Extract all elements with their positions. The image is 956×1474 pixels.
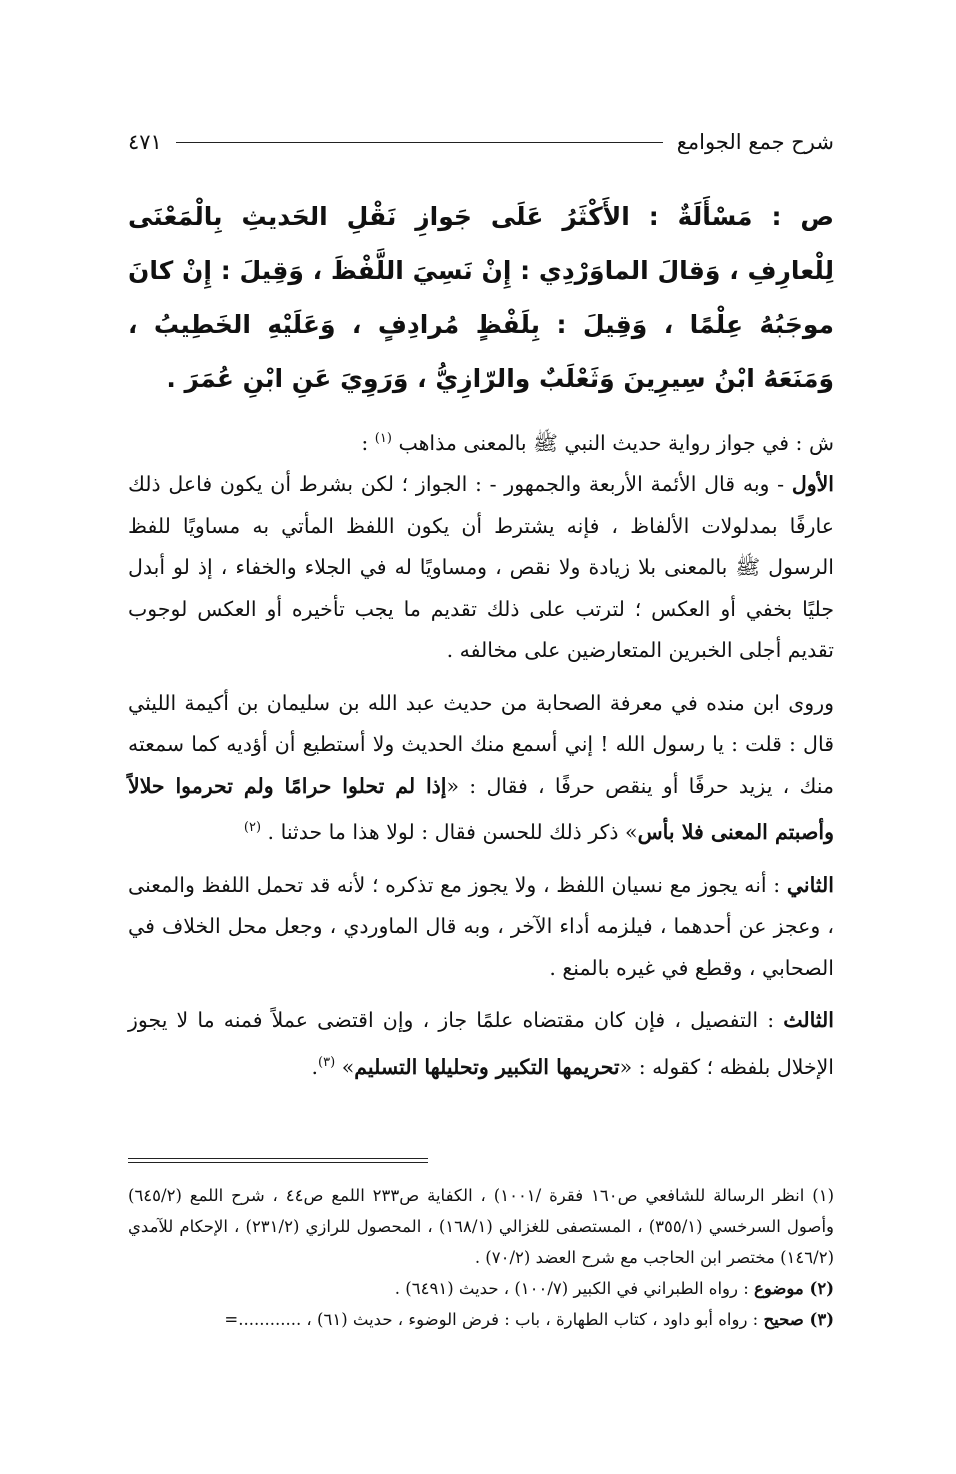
paragraph-first-opinion: الأول - وبه قال الأئمة الأربعة والجمهور - : الجواز ؛ لكن بشرط أن يكون فاعل ذلك عارفًا بمدلولات الألفاظ ، فإنه يشترط أن يكون اللفظ المأتي به مساويًا للفظ الرسول ﷺ بالمعنى بلا زيادة ولا نقص ، ومساويًا له في الجلاء والخفاء ، إذ لو أبدل جليًا بخفي أو العكس ؛ لترتب على ذلك تقديم ما يجب تأخيره أو العكس لوجوب تقديم أجلى الخبرين المتعارضين على مخالفه . xyxy=(128,472,834,663)
opinion-heading: الثالث xyxy=(783,1008,834,1033)
paragraph-third-opinion: الثالث : التفصيل ، فإن كان مقتضاه علمًا جاز ، وإن اقتضى عملاً فمنه ما لا يجوز الإخلال بلفظه ؛ كقوله : «تحريمها التكبير وتحليلها التسليم» $^{(٣)}$. xyxy=(128,1008,834,1079)
paragraph-second-opinion: الثاني : أنه يجوز مع نسيان اللفظ ، ولا يجوز مع تذكره ؛ لأنه قد تحمل اللفظ والمعنى ، وعجز عن أحدهما ، فيلزمه أداء الآخر ، وبه قال الماوردي ، وجعل محل الخلاف في الصحابي ، وقطع في غيره بالمنع . xyxy=(128,872,834,980)
matn-text: ص : مَسْأَلَةٌ : الأَكْثَرُ عَلَى جَوازِ نَقْلِ الحَديثِ بِالْمَعْنَى لِلْعارِفِ ، وَقالَ الماوَرْدِي : إِنْ نَسِيَ اللَّفْظَ ، وَقِيلَ : إِنْ كانَ موجَبُهُ عِلْمًا ، وَقِيلَ : بِلَفْظٍ مُرادِفٍ ، وَعَلَيْهِ الخَطِيبُ ، وَمَنَعَهُ ابْنُ سِيرِينَ وَثَعْلَبٌ والرّازِيُّ ، وَرَوِيَ عَنِ ابْنِ عُمَرَ . xyxy=(128,202,834,393)
header-rule xyxy=(176,142,663,143)
commentary xyxy=(128,418,834,1088)
footnote-1: (١) انظر الرسالة للشافعي ص١٦٠ فقرة /١٠٠١) ، الكفاية ص٢٣٣ اللمع ص٤٤ ، شرح اللمع (٦٤٥/٢) وأصول السرخسي (٣٥٥/١) ، المستصفى للغزالي (١٦٨/١) ، المحصول للرازي (٢٣١/٢) ، الإحكام للآمدي (١٤٦/٢) مختصر ابن الحاجب مع شرح العضد (٧٠/٢) . xyxy=(128,1186,834,1267)
footnote-divider xyxy=(128,1158,428,1163)
footnote-ref-1[interactable]: (١) xyxy=(374,431,392,446)
book-title: شرح جمع الجوامع xyxy=(676,130,834,154)
paragraph-hadith-report: وروى ابن منده في معرفة الصحابة من حديث عبد الله بن سليمان بن أكيمة الليثي قال : قلت : يا رسول الله ! إني أسمع منك الحديث ولا أستطيع أن أؤديه كما سمعته منك ، يزيد حرفًا أو ينقص حرفًا ، فقال : «إذا لم تحلوا حرامًا ولم تحرموا حلالاً وأصبتم المعنى فلا بأس» ذكر ذلك للحسن فقال : لولا هذا ما حدثنا . $^{(٢)}$ xyxy=(128,690,834,845)
footnote-ref-3[interactable]: (٣) xyxy=(318,1054,336,1070)
hadith-quote: تحريمها التكبير وتحليلها التسليم xyxy=(354,1054,620,1079)
page-number: ٤٧١ xyxy=(128,130,162,154)
opinion-heading: الأول xyxy=(791,472,834,497)
opinion-heading: الثاني xyxy=(786,872,834,897)
footnote-2: (٢) موضوع : رواه الطبراني في الكبير (١٠٠/٧) ، حديث (٦٤٩١) . xyxy=(394,1279,834,1298)
footnote-ref-2[interactable]: (٢) xyxy=(243,820,262,836)
hadith-quote: إذا لم تحلوا حرامًا ولم تحرموا حلالاً وأصبتم المعنى فلا بأس xyxy=(128,773,834,845)
footnotes xyxy=(128,1180,834,1335)
running-header xyxy=(128,122,834,162)
commentary-intro: ش : في جواز رواية حديث النبي ﷺ بالمعنى مذاهب $^{(١)}$ : xyxy=(361,430,834,455)
footnote-3: (٣) صحيح : رواه أبو داود ، كتاب الطهارة ، باب : فرض الوضوء ، حديث (٦١) ، ............= xyxy=(224,1310,834,1329)
